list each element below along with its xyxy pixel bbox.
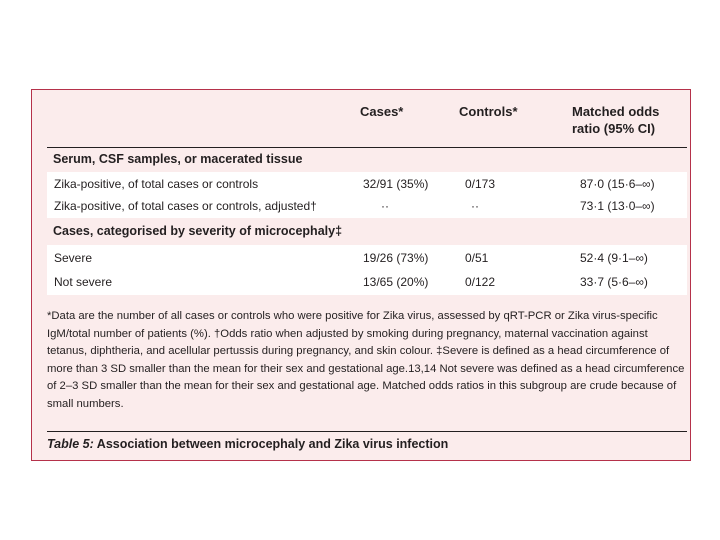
row-controls: 0/173 bbox=[465, 177, 496, 191]
row-cases: 19/26 (73%) bbox=[363, 251, 429, 265]
section-title-severity: Cases, categorised by severity of microcephaly‡ bbox=[53, 224, 343, 238]
row-label: Zika-positive, of total cases or controls, adjusted† bbox=[54, 199, 317, 213]
caption-rule bbox=[47, 431, 687, 432]
row-cases: 13/65 (20%) bbox=[363, 275, 429, 289]
row-controls: ·· bbox=[471, 199, 479, 213]
section-band-severity bbox=[47, 245, 687, 295]
section-title-samples: Serum, CSF samples, or macerated tissue bbox=[53, 152, 303, 166]
table-row bbox=[47, 271, 687, 293]
table-caption bbox=[47, 437, 448, 451]
caption-label: Table 5: bbox=[47, 437, 94, 451]
row-odds: 33·7 (5·6–∞) bbox=[580, 275, 648, 289]
row-label: Not severe bbox=[54, 275, 113, 289]
row-label: Zika-positive, of total cases or controls bbox=[54, 177, 259, 191]
table-row bbox=[47, 173, 687, 195]
header-rule bbox=[47, 147, 687, 148]
header-odds-line2: ratio (95% CI) bbox=[572, 121, 656, 136]
table-row bbox=[47, 195, 687, 217]
section-band-samples bbox=[47, 172, 687, 218]
row-odds: 73·1 (13·0–∞) bbox=[580, 199, 655, 213]
table-panel bbox=[31, 89, 691, 461]
caption-text: Association between microcephaly and Zika virus infection bbox=[93, 437, 449, 451]
row-controls: 0/122 bbox=[465, 275, 496, 289]
header-odds-line1: Matched odds bbox=[572, 104, 660, 119]
header-cases: Cases* bbox=[360, 104, 404, 119]
table-footnote: *Data are the number of all cases or controls who were positive for Zika virus, assessed by qRT-PCR or Zika virus-specific IgM/total number of patients (%). †Odds ratio when adjusted by smoking during pregnancy, maternal vaccination against tetanus, diphtheria, and acellular pertussis during pregnancy, and skin colour. ‡Severe is defined as a head circumference of more than 3 SD smaller than the mean for their sex and gestational age.13,14 Not severe was defined as a head circumference of 2–3 SD smaller than the mean for their sex and gestational age. Matched odds ratios in this subgroup are crude because of small numbers. bbox=[47, 310, 685, 410]
header-controls: Controls* bbox=[459, 104, 518, 119]
table-row bbox=[47, 247, 687, 269]
row-cases: 32/91 (35%) bbox=[363, 177, 429, 191]
header-odds-ratio bbox=[572, 103, 659, 137]
row-odds: 87·0 (15·6–∞) bbox=[580, 177, 655, 191]
row-label: Severe bbox=[54, 251, 93, 265]
row-controls: 0/51 bbox=[465, 251, 489, 265]
row-odds: 52·4 (9·1–∞) bbox=[580, 251, 648, 265]
row-cases: ·· bbox=[381, 199, 389, 213]
